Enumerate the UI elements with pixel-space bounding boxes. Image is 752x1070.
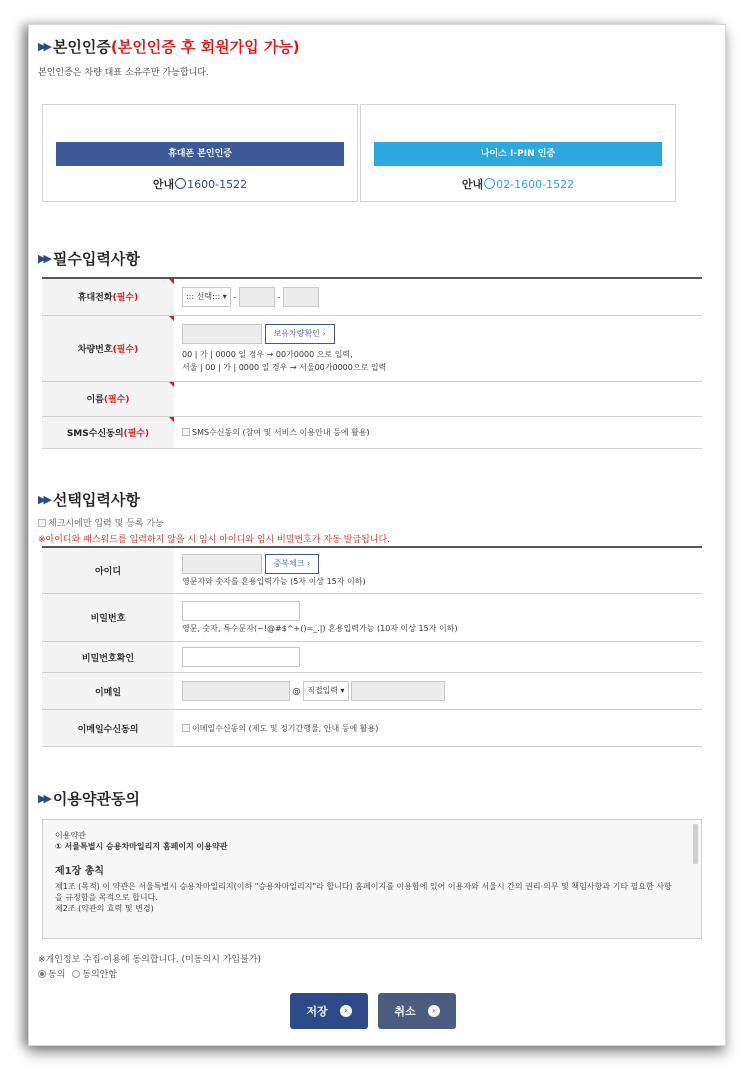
optional-check-row xyxy=(38,516,714,529)
required-mark xyxy=(169,316,174,321)
cancel-label: 취소 xyxy=(394,1005,416,1018)
email-agree-checkbox[interactable] xyxy=(182,724,190,732)
phone-last-input[interactable] xyxy=(283,287,319,307)
privacy-radios xyxy=(38,967,714,980)
terms-line-1: 이용약관 xyxy=(55,831,86,840)
auth-section-title xyxy=(38,36,714,57)
info-label: 안내 xyxy=(461,178,484,191)
optional-section-title xyxy=(38,489,714,510)
email-label: 이메일 xyxy=(42,673,174,710)
password-confirm-input[interactable] xyxy=(182,647,300,667)
terms-title: 이용약관동의 xyxy=(52,790,140,808)
password-label: 비밀번호 xyxy=(42,594,174,642)
terms-scrollbar[interactable] xyxy=(693,824,698,864)
at-sign: @ xyxy=(292,686,301,696)
save-button[interactable] xyxy=(290,993,368,1029)
disagree-radio[interactable] xyxy=(72,970,80,978)
optional-title: 선택입력사항 xyxy=(52,490,140,509)
car-number-label: 차량번호(필수) xyxy=(42,315,174,381)
cancel-button[interactable] xyxy=(378,993,456,1029)
info-label: 안내 xyxy=(152,178,175,191)
sms-checkbox[interactable] xyxy=(182,428,190,436)
phone-cert-info xyxy=(43,176,357,192)
section-arrow-icon: ▶▶ xyxy=(38,492,49,506)
required-mark xyxy=(169,417,174,422)
phone-icon xyxy=(175,178,186,189)
required-section-title xyxy=(38,248,714,269)
terms-body-1: 제1조 (목적) 이 약관은 서울특별시 승용차마일리지(이하 "승용차마일리지"라 합니다) 홈페이지를 이용함에 있어 이용자와 서울시 간의 권리·의무 및 책임사항과 기타 필요한 사항 xyxy=(55,882,672,891)
phone-label: 휴대전화(필수) xyxy=(42,278,174,315)
phone-icon xyxy=(484,178,495,189)
optional-form xyxy=(42,546,702,748)
content xyxy=(38,36,714,980)
ipin-cert-box xyxy=(360,104,676,202)
password-confirm-label: 비밀번호확인 xyxy=(42,642,174,673)
ipin-cert-button[interactable]: 나이스 I-PIN 인증 xyxy=(374,142,662,166)
terms-box[interactable] xyxy=(42,819,702,939)
optional-check-note: 체크시에만 입력 및 등록 가능 xyxy=(48,518,164,529)
auth-title: 본인인증 xyxy=(52,38,111,56)
required-mark xyxy=(169,279,174,284)
email-agree-label: 이메일수신동의 xyxy=(42,710,174,747)
ipin-cert-info xyxy=(361,176,675,192)
password-input[interactable] xyxy=(182,601,300,621)
car-help-2: 서울 | 00 | 가 | 0000 일 경우 → 서울00가0000으로 입력 xyxy=(182,362,387,372)
disagree-label: 동의안함 xyxy=(82,970,118,980)
agree-label: 동의 xyxy=(48,970,66,980)
email-domain-select[interactable]: 직접입력 ▾ xyxy=(303,681,348,701)
section-arrow-icon: ▶▶ xyxy=(38,252,49,265)
phone-middle-input[interactable] xyxy=(239,287,275,307)
email-domain-input[interactable] xyxy=(351,681,445,701)
car-number-input[interactable] xyxy=(182,324,262,344)
sms-text: SMS수신동의 (참여 및 서비스 이용안내 등에 활용) xyxy=(192,427,370,437)
terms-body-2: 을 규정함을 목적으로 합니다. xyxy=(55,893,158,902)
auth-title-note: (본인인증 후 회원가입 가능) xyxy=(110,38,300,56)
required-mark xyxy=(169,382,174,387)
name-value xyxy=(174,381,702,416)
dash: - xyxy=(277,292,281,302)
terms-section-title xyxy=(38,788,714,809)
phone-prefix-select[interactable]: ::: 선택::: ▾ xyxy=(182,287,231,307)
id-help: 영문자와 숫자를 혼용입력가능 (5자 이상 15자 이하) xyxy=(182,576,366,586)
ipin-cert-number: 02-1600-1522 xyxy=(496,178,575,191)
duplicate-check-button[interactable]: 중복체크 › xyxy=(265,554,320,574)
terms-line-2: ① 서울특별시 승용차마일리지 홈페이지 이용약관 xyxy=(55,842,228,851)
sms-label: SMS수신동의(필수) xyxy=(42,416,174,448)
email-agree-text: 이메일수신동의 (제도 및 정기간행물, 안내 등에 활용) xyxy=(192,723,379,733)
required-form xyxy=(42,277,702,449)
required-title: 필수입력사항 xyxy=(52,250,140,268)
optional-warning: ※아이디와 패스워드를 입력하지 않을 시 임시 아이디와 임시 비밀번호가 자동 발급됩니다. xyxy=(38,534,390,545)
auth-description: 본인인증은 차량 대표 소유주만 가능합니다. xyxy=(38,68,209,78)
section-arrow-icon: ▶▶ xyxy=(38,40,49,53)
optional-checkbox[interactable] xyxy=(38,519,46,527)
name-label: 이름(필수) xyxy=(42,381,174,416)
phone-cert-button[interactable]: 휴대폰 본인인증 xyxy=(56,142,344,166)
check-car-button[interactable]: 보유차량확인 › xyxy=(265,324,335,344)
car-help-1: 00 | 가 | 0000 일 경우 → 00가0000 으로 입력, xyxy=(182,349,353,359)
privacy-notice: ※개인정보 수집·이용에 동의합니다. (미동의시 가입불가) xyxy=(38,955,261,965)
password-help: 영문, 숫자, 특수문자(~!@#$^+()=_.|) 혼용입력가능 (10자 이상 15자 이하) xyxy=(182,624,458,633)
id-input[interactable] xyxy=(182,554,262,574)
phone-cert-number: 1600-1522 xyxy=(187,178,248,191)
phone-cert-box xyxy=(42,104,358,202)
agree-radio[interactable] xyxy=(38,970,46,978)
dash: - xyxy=(233,292,237,302)
save-label: 저장 xyxy=(306,1005,328,1018)
section-arrow-icon: ▶▶ xyxy=(38,792,49,805)
cert-options xyxy=(42,104,714,202)
email-id-input[interactable] xyxy=(182,681,290,701)
arrow-circle-icon: › xyxy=(340,1005,352,1017)
terms-body-3: 제2조 (약관의 효력 및 변경) xyxy=(55,904,154,913)
terms-chapter: 제1장 총칙 xyxy=(55,866,105,877)
arrow-circle-icon: › xyxy=(428,1005,440,1017)
id-label: 아이디 xyxy=(42,547,174,594)
